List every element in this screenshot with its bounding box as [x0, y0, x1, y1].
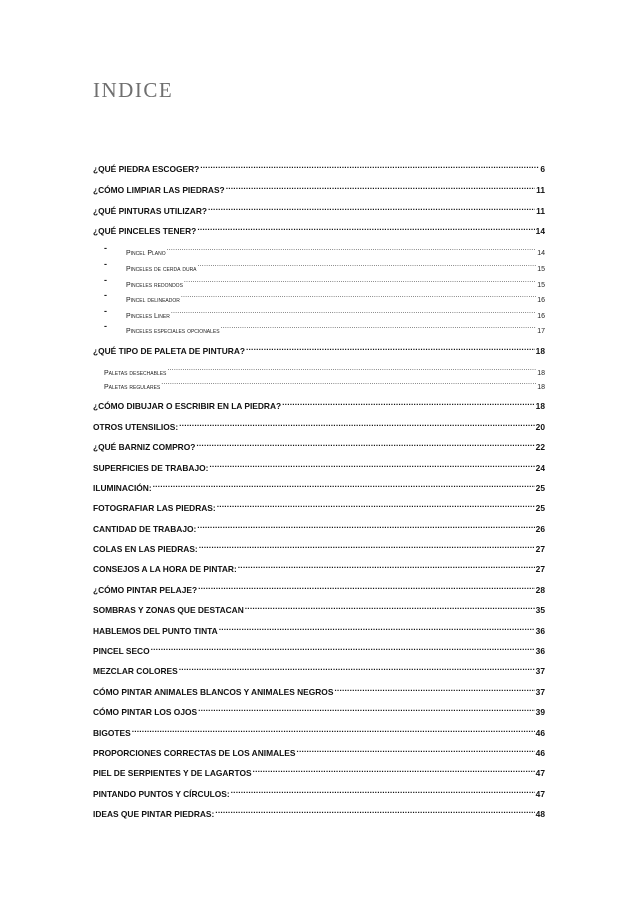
toc-subentry[interactable] — [104, 274, 545, 289]
toc-entry-title: ILUMINACIÓN: — [93, 483, 152, 493]
toc-subentry[interactable] — [104, 320, 545, 335]
bullet-icon: - — [104, 290, 107, 300]
toc-subentry[interactable] — [104, 242, 545, 257]
dot-leader — [215, 804, 534, 817]
toc-entry[interactable] — [93, 201, 545, 214]
toc-entry[interactable] — [93, 661, 545, 674]
toc-entry[interactable] — [93, 580, 545, 593]
toc-page-number: 14 — [535, 226, 545, 236]
toc-page-number: 37 — [535, 666, 545, 676]
toc-entry-title: Pinceles de cerda dura — [126, 266, 197, 273]
dot-leader — [246, 341, 535, 354]
dot-leader — [226, 180, 535, 193]
toc-entry[interactable] — [93, 417, 545, 430]
toc-entry[interactable] — [93, 743, 545, 756]
dot-leader — [245, 600, 535, 613]
toc-entry-title: OTROS UTENSILIOS: — [93, 422, 179, 432]
toc-page-number: 18 — [537, 384, 545, 391]
dot-leader — [334, 682, 534, 695]
bullet-icon: - — [104, 275, 107, 285]
dot-leader — [197, 519, 534, 532]
toc-entry-title: Paletas regulares — [104, 384, 161, 391]
dot-leader — [167, 242, 537, 255]
toc-page-number: 14 — [537, 250, 545, 257]
toc-entry-title: Pinceles especiales opcionales — [126, 328, 220, 335]
toc-entry[interactable] — [93, 180, 545, 193]
toc-entry-title: Pinceles Liner — [126, 313, 170, 320]
toc-page-number: 15 — [537, 266, 545, 273]
dot-leader — [197, 221, 534, 234]
toc-entry-title: IDEAS QUE PINTAR PIEDRAS: — [93, 809, 215, 819]
toc-entry-title: ¿QUÉ PINCELES TENER? — [93, 226, 197, 236]
toc-subentry[interactable] — [104, 258, 545, 273]
toc-entry[interactable] — [93, 519, 545, 532]
toc-entry-title: PINTANDO PUNTOS Y CÍRCULOS: — [93, 789, 230, 799]
toc-page-number: 25 — [535, 483, 545, 493]
toc-entry-title: FOTOGRAFIAR LAS PIEDRAS: — [93, 503, 216, 513]
toc-entry[interactable] — [93, 437, 545, 450]
page-title: INDICE — [93, 78, 174, 102]
toc-page-number: 47 — [535, 768, 545, 778]
dot-leader — [200, 159, 539, 172]
dot-leader — [196, 437, 534, 450]
toc-page-number: 48 — [535, 809, 545, 819]
toc-page-number: 22 — [535, 442, 545, 452]
dot-leader — [179, 417, 535, 430]
toc-entry-title: BIGOTES — [93, 728, 131, 738]
dot-leader — [282, 396, 535, 409]
dot-leader — [198, 580, 535, 593]
toc-entry-title: SUPERFICIES DE TRABAJO: — [93, 463, 209, 473]
toc-subentry[interactable] — [104, 362, 545, 375]
toc-page-number: 18 — [535, 346, 545, 356]
toc-entry-title: ¿QUÉ BARNIZ COMPRO? — [93, 442, 196, 452]
toc-page-number: 39 — [535, 707, 545, 717]
toc-entry-title: Pincel Plano — [126, 250, 166, 257]
toc-entry[interactable] — [93, 498, 545, 511]
dot-leader — [179, 661, 535, 674]
dot-leader — [217, 498, 535, 511]
toc-entry[interactable] — [93, 600, 545, 613]
dot-leader — [253, 763, 535, 776]
toc-page-number: 27 — [535, 544, 545, 554]
toc-entry-title: CÓMO PINTAR LOS OJOS — [93, 707, 198, 717]
dot-leader — [198, 702, 535, 715]
toc-entry[interactable] — [93, 159, 545, 172]
toc-entry[interactable] — [93, 341, 545, 354]
toc-page-number: 20 — [535, 422, 545, 432]
toc-entry[interactable] — [93, 396, 545, 409]
dot-leader — [171, 305, 536, 318]
dot-leader — [198, 258, 537, 271]
dot-leader — [231, 784, 535, 797]
bullet-icon: - — [104, 243, 107, 253]
toc-entry-title: ¿QUÉ PINTURAS UTILIZAR? — [93, 206, 207, 216]
toc-page-number: 11 — [536, 206, 545, 216]
toc-entry-title: ¿CÓMO DIBUJAR O ESCRIBIR EN LA PIEDRA? — [93, 401, 282, 411]
toc-page-number: 11 — [536, 185, 545, 195]
dot-leader — [167, 362, 536, 375]
toc-page-number: 15 — [537, 282, 545, 289]
dot-leader — [132, 723, 535, 736]
toc-entry-title: Pinceles redondos — [126, 282, 183, 289]
toc-entry[interactable] — [93, 682, 545, 695]
toc-entry[interactable] — [93, 702, 545, 715]
toc-entry-title: ¿QUÉ PIEDRA ESCOGER? — [93, 164, 200, 174]
toc-entry-title: CÓMO PINTAR ANIMALES BLANCOS Y ANIMALES NEGROS — [93, 687, 334, 697]
bullet-icon: - — [104, 306, 107, 316]
bullet-icon: - — [104, 321, 107, 331]
toc-entry[interactable] — [93, 559, 545, 572]
toc-entry-title: HABLEMOS DEL PUNTO TINTA — [93, 626, 218, 636]
toc-subentry[interactable] — [104, 376, 545, 389]
dot-leader — [199, 539, 535, 552]
toc-entry-title: COLAS EN LAS PIEDRAS: — [93, 544, 198, 554]
toc-subentry[interactable] — [104, 305, 545, 320]
toc-page-number: 28 — [535, 585, 545, 595]
dot-leader — [181, 289, 536, 302]
toc-page-number: 26 — [535, 524, 545, 534]
toc-entry-title: CANTIDAD DE TRABAJO: — [93, 524, 197, 534]
toc-page-number: 35 — [535, 605, 545, 615]
toc-entry-title: MEZCLAR COLORES — [93, 666, 178, 676]
toc-page-number: 27 — [535, 564, 545, 574]
toc-subentry[interactable] — [104, 289, 545, 304]
bullet-icon: - — [104, 259, 107, 269]
toc-entry-title: ¿CÓMO LIMPIAR LAS PIEDRAS? — [93, 185, 225, 195]
toc-page-number: 16 — [537, 313, 545, 320]
toc-entry-title: CONSEJOS A LA HORA DE PINTAR: — [93, 564, 237, 574]
toc-entry[interactable] — [93, 621, 545, 634]
toc-entry-title: ¿QUÉ TIPO DE PALETA DE PINTURA? — [93, 346, 245, 356]
dot-leader — [296, 743, 534, 756]
dot-leader — [151, 641, 535, 654]
toc-entry[interactable] — [93, 478, 545, 491]
toc-entry-title: PIEL DE SERPIENTES Y DE LAGARTOS — [93, 768, 252, 778]
toc-page-number: 36 — [535, 626, 545, 636]
toc-entry[interactable] — [93, 641, 545, 654]
dot-leader — [208, 201, 535, 214]
toc-page-number: 18 — [537, 370, 545, 377]
toc-entry[interactable] — [93, 221, 545, 234]
dot-leader — [184, 274, 536, 287]
toc-page-number: 6 — [540, 164, 545, 174]
toc-entry[interactable] — [93, 723, 545, 736]
toc-page-number: 37 — [535, 687, 545, 697]
toc-page-number: 16 — [537, 297, 545, 304]
toc-entry[interactable] — [93, 784, 545, 797]
dot-leader — [238, 559, 535, 572]
toc-entry[interactable] — [93, 804, 545, 817]
toc-entry[interactable] — [93, 763, 545, 776]
toc-entry-title: ¿CÓMO PINTAR PELAJE? — [93, 585, 198, 595]
toc-page-number: 36 — [535, 646, 545, 656]
toc-entry-title: Paletas desechables — [104, 370, 167, 377]
toc-page-number: 24 — [535, 463, 545, 473]
dot-leader — [153, 478, 535, 491]
toc-entry-title: Pincel delineador — [126, 297, 180, 304]
toc-entry[interactable] — [93, 458, 545, 471]
toc-page-number: 47 — [535, 789, 545, 799]
toc-page-number: 25 — [535, 503, 545, 513]
toc-page-number: 18 — [535, 401, 545, 411]
toc-entry-title: SOMBRAS Y ZONAS QUE DESTACAN — [93, 605, 244, 615]
toc-page-number: 46 — [535, 728, 545, 738]
toc-page-number: 17 — [537, 328, 545, 335]
toc-page-number: 46 — [535, 748, 545, 758]
dot-leader — [221, 320, 537, 333]
toc-entry-title: PINCEL SECO — [93, 646, 150, 656]
dot-leader — [209, 458, 534, 471]
dot-leader — [161, 376, 536, 389]
dot-leader — [219, 621, 535, 634]
toc-entry[interactable] — [93, 539, 545, 552]
toc-entry-title: PROPORCIONES CORRECTAS DE LOS ANIMALES — [93, 748, 296, 758]
